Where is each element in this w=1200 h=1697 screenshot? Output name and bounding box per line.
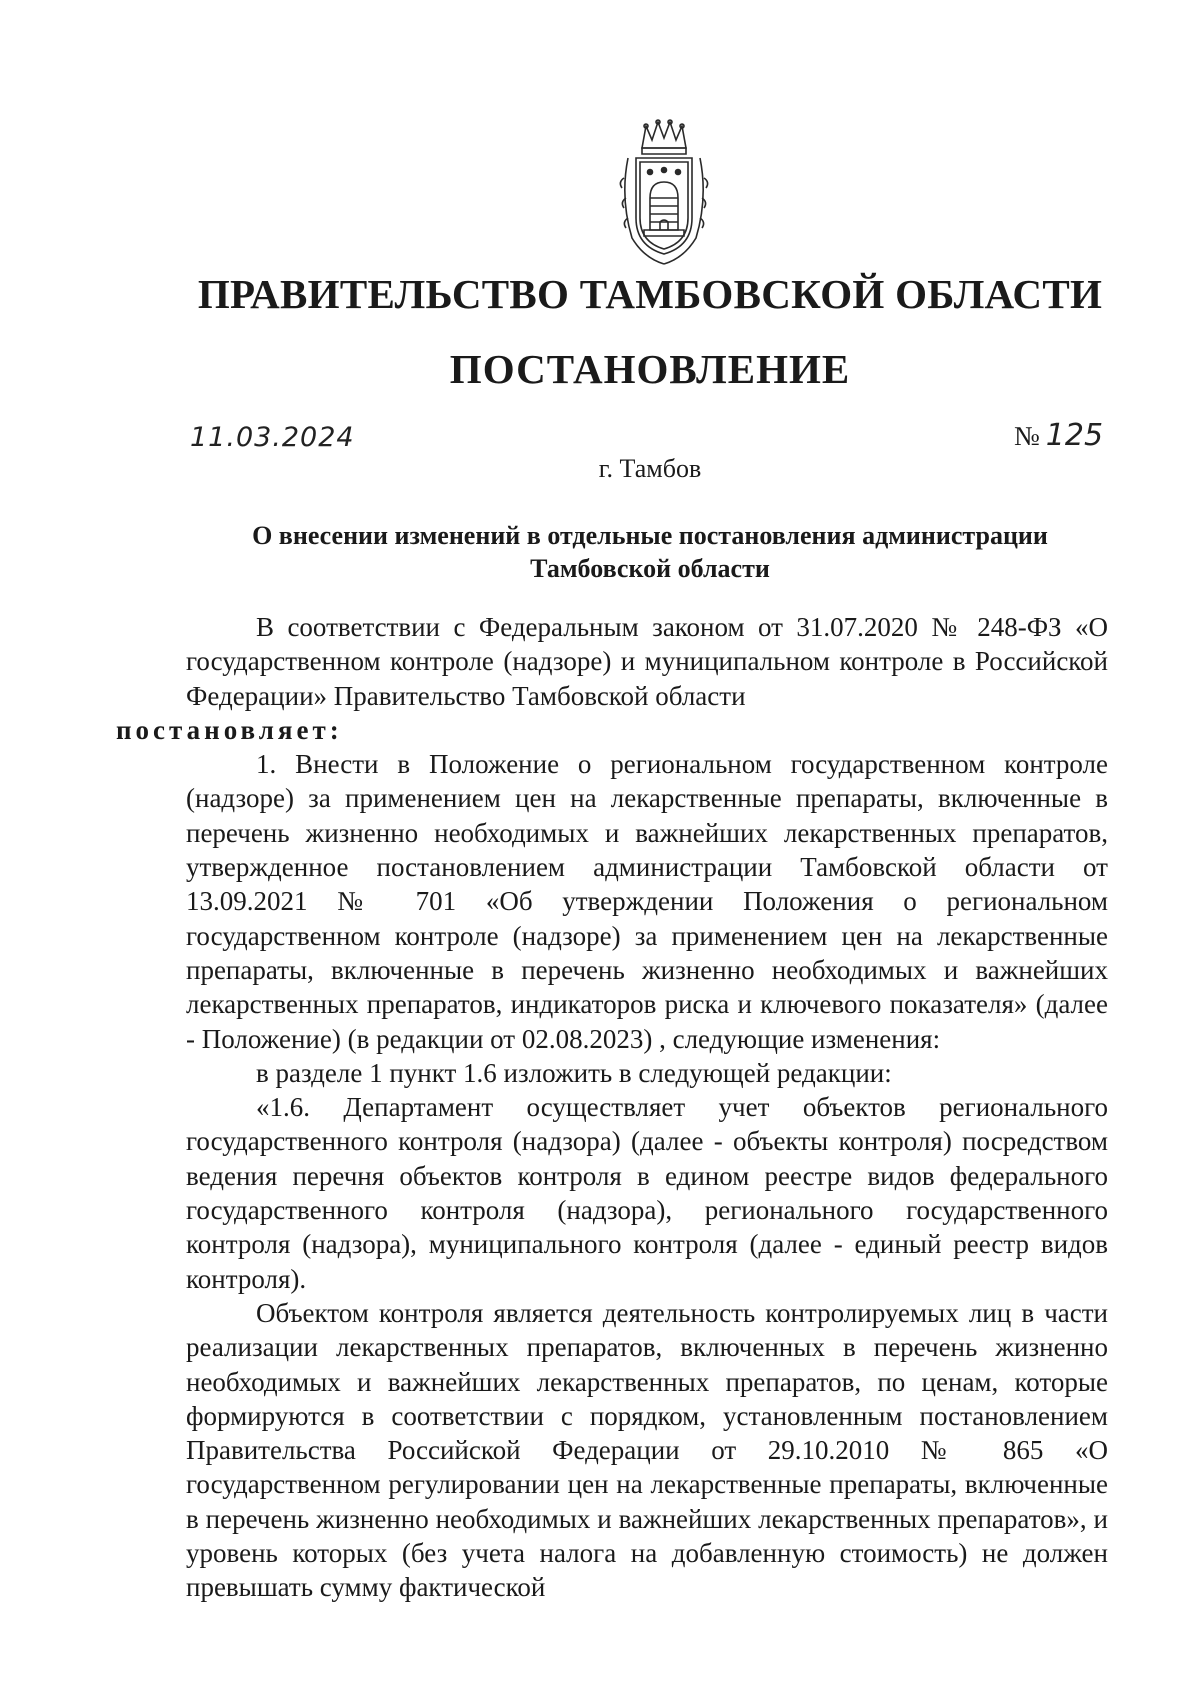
subject-line-2: Тамбовской области xyxy=(530,554,770,583)
document-body xyxy=(116,610,1108,1605)
paragraph-control-object: Объектом контроля является деятельность контролируемых лиц в части реализации лекарственных препаратов, включенных в перечень жизненно необходимых и важнейших лекарственных препаратов, по ценам, которые формируются в соответствии с порядком, установленным постановлением Правительства Российской Федерации от 29.10.2010 № 865 «О государственном регулировании цен на лекарственные препараты, включенные в перечень жизненно необходимых и важнейших лекарственных препаратов», и уровень которых (без учета налога на добавленную стоимость) не должен превышать сумму фактической xyxy=(186,1297,1108,1603)
handwritten-number: 125 xyxy=(1045,418,1104,453)
paragraph-clause-1-6: «1.6. Департамент осуществляет учет объектов регионального государственного контроля (надзора) (далее - объекты контроля) посредством ведения перечня объектов контроля в едином реестре видов федерального государственного контроля (надзора), регионального государственного контроля (надзора), муниципального контроля (далее - единый реестр видов контроля). xyxy=(186,1092,1108,1294)
handwritten-date: 11.03.2024 xyxy=(190,422,355,453)
paragraph-section-note: в разделе 1 пункт 1.6 изложить в следующей редакции: xyxy=(256,1057,892,1088)
resolves-word: постановляет: xyxy=(116,714,343,745)
preamble-paragraph xyxy=(116,610,1108,747)
city-line: г. Тамбов xyxy=(598,454,702,483)
document-number xyxy=(1014,418,1103,453)
tambov-coat-of-arms-icon xyxy=(614,118,714,268)
preamble-text: В соответствии с Федеральным законом от 31.07.2020 № 248-ФЗ «О государственном контроле (надзоре) и муниципальном контроле в Российской Федерации» Правительство Тамбовской области xyxy=(186,612,1108,711)
paragraph-item-1: 1. Внести в Положение о региональном государственном контроле (надзоре) за применением цен на лекарственные препараты, включенные в перечень жизненно необходимых и важнейших лекарственных препаратов, утвержденное постановлением администрации Тамбовской области от 13.09.2021 № 701 «Об утверждении Положения о региональном государственном контроле (надзоре) за применением цен на лекарственные препараты, включенные в перечень жизненно необходимых и важнейших лекарственных препаратов, индикаторов риска и ключевого показателя» (далее - Положение) (в редакции от 02.08.2023) , следующие изменения: xyxy=(186,749,1108,1054)
document-type-title: ПОСТАНОВЛЕНИЕ xyxy=(449,346,851,392)
document-subject xyxy=(0,519,1200,585)
subject-line-1: О внесении изменений в отдельные постановления администрации xyxy=(252,521,1048,550)
organization-title: ПРАВИТЕЛЬСТВО ТАМБОВСКОЙ ОБЛАСТИ xyxy=(197,271,1103,317)
number-sign: № xyxy=(1014,421,1040,451)
